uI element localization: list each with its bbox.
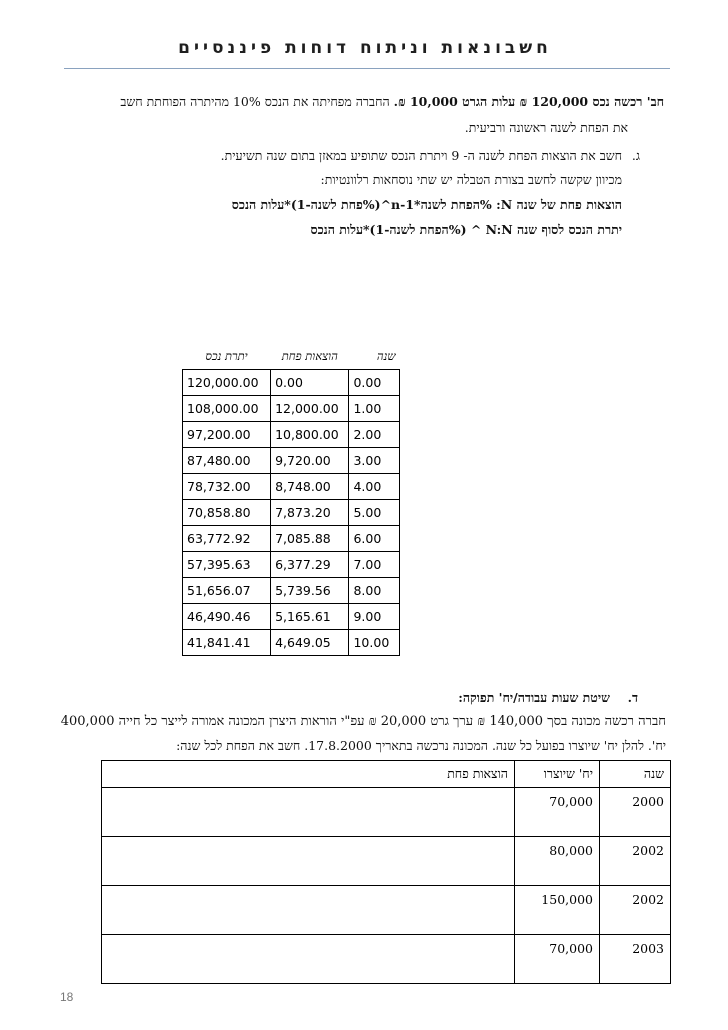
- depreciation-cell-year: 7.00: [349, 552, 400, 578]
- production-row: [102, 788, 671, 837]
- depreciation-row: [183, 630, 400, 656]
- item-g-text: חשב את הוצאות הפחת לשנה ה- 9 ויתרת הנכס שתופיע במאזן בתום שנה תשיעית.: [220, 148, 622, 163]
- production-cell-units: 70,000: [515, 935, 600, 984]
- production-cell-depreciation: [102, 788, 515, 837]
- depreciation-cell-depreciation: 9,720.00: [271, 448, 349, 474]
- section-d-line1: חברה רכשה מכונה בסך 140,000 ₪ ערך גרט 20,000 ₪ עפ"י הוראות היצרן המכונה אמורה לייצר כל חייה 400,000: [60, 714, 666, 729]
- depreciation-cell-year: 0.00: [349, 370, 400, 396]
- production-cell-depreciation: [102, 837, 515, 886]
- exercise-b-given: חב' רכשה נכס 120,000 ₪ עלות הגרט 10,000 ₪.: [393, 94, 664, 109]
- depreciation-cell-depreciation: 10,800.00: [271, 422, 349, 448]
- section-d-line2: יח'. להלן יח' שיוצרו בפועל כל שנה. המכונה נרכשה בתאריך 17.8.2000. חשב את הפחת לכל שנה:: [176, 738, 666, 753]
- production-table: [101, 760, 671, 984]
- depreciation-cell-year: 2.00: [349, 422, 400, 448]
- prod-header-units: יח' שיוצרו: [515, 761, 600, 788]
- depreciation-cell-balance: 51,656.07: [183, 578, 271, 604]
- production-table-header: [102, 761, 671, 788]
- production-cell-year: 2002: [600, 886, 671, 935]
- prod-header-year: שנה: [600, 761, 671, 788]
- depreciation-cell-balance: 108,000.00: [183, 396, 271, 422]
- depreciation-row: [183, 578, 400, 604]
- production-cell-units: 150,000: [515, 886, 600, 935]
- production-row: [102, 935, 671, 984]
- depreciation-cell-year: 3.00: [349, 448, 400, 474]
- depreciation-row: [183, 526, 400, 552]
- depreciation-table-header: [183, 342, 400, 370]
- depreciation-cell-year: 1.00: [349, 396, 400, 422]
- header-balance: יתרת נכס: [183, 342, 271, 370]
- depreciation-cell-year: 4.00: [349, 474, 400, 500]
- depreciation-cell-balance: 70,858.80: [183, 500, 271, 526]
- depreciation-cell-depreciation: 8,748.00: [271, 474, 349, 500]
- depreciation-row: [183, 604, 400, 630]
- depreciation-cell-balance: 120,000.00: [183, 370, 271, 396]
- depreciation-cell-balance: 46,490.46: [183, 604, 271, 630]
- depreciation-row: [183, 396, 400, 422]
- section-d-title: שיטת שעות עבודה/יח' תפוקה:: [458, 690, 610, 705]
- depreciation-cell-year: 5.00: [349, 500, 400, 526]
- formula-depreciation: הוצאות פחת של שנה N: %הפחת לשנה*n-1^(%פחת לשנה-1)*עלות הנכס: [231, 197, 622, 212]
- header-depreciation: הוצאות פחת: [271, 342, 349, 370]
- depreciation-cell-depreciation: 7,085.88: [271, 526, 349, 552]
- depreciation-cell-year: 10.00: [349, 630, 400, 656]
- depreciation-cell-depreciation: 6,377.29: [271, 552, 349, 578]
- production-cell-year: 2000: [600, 788, 671, 837]
- header-year: שנה: [349, 342, 400, 370]
- depreciation-cell-year: 8.00: [349, 578, 400, 604]
- header-divider: [64, 68, 670, 69]
- depreciation-table: [182, 342, 400, 656]
- depreciation-cell-depreciation: 0.00: [271, 370, 349, 396]
- production-cell-depreciation: [102, 886, 515, 935]
- depreciation-cell-balance: 41,841.41: [183, 630, 271, 656]
- page-header-title: חשבונאות וניתוח דוחות פיננסיים: [178, 38, 552, 58]
- depreciation-cell-balance: 97,200.00: [183, 422, 271, 448]
- depreciation-cell-year: 9.00: [349, 604, 400, 630]
- formula-note: מכיוון שקשה לחשב בצורת הטבלה יש שתי נוסחאות רלוונטיות:: [320, 172, 622, 187]
- exercise-b-line2: את הפחת לשנה ראשונה ורביעית.: [464, 120, 628, 135]
- depreciation-cell-depreciation: 4,649.05: [271, 630, 349, 656]
- depreciation-cell-balance: 57,395.63: [183, 552, 271, 578]
- depreciation-row: [183, 552, 400, 578]
- production-cell-depreciation: [102, 935, 515, 984]
- production-cell-year: 2002: [600, 837, 671, 886]
- depreciation-cell-year: 6.00: [349, 526, 400, 552]
- depreciation-cell-balance: 87,480.00: [183, 448, 271, 474]
- production-cell-units: 70,000: [515, 788, 600, 837]
- depreciation-cell-depreciation: 7,873.20: [271, 500, 349, 526]
- section-d-label: ד.: [627, 690, 638, 705]
- depreciation-row: [183, 500, 400, 526]
- depreciation-row: [183, 422, 400, 448]
- depreciation-row: [183, 448, 400, 474]
- production-cell-units: 80,000: [515, 837, 600, 886]
- depreciation-cell-balance: 63,772.92: [183, 526, 271, 552]
- depreciation-cell-depreciation: 12,000.00: [271, 396, 349, 422]
- item-g-label: ג.: [631, 148, 640, 163]
- exercise-b-line1: [120, 94, 664, 110]
- depreciation-row: [183, 474, 400, 500]
- production-row: [102, 886, 671, 935]
- formula-balance: יתרת הנכס לסוף שנה N:N ^ (%הפחת לשנה-1)*עלות הנכס: [310, 222, 622, 237]
- depreciation-row: [183, 370, 400, 396]
- production-cell-year: 2003: [600, 935, 671, 984]
- page-number: 18: [60, 990, 74, 1004]
- prod-header-depreciation: הוצאות פחת: [102, 761, 515, 788]
- exercise-b-instruction: החברה מפחיתה את הנכס 10% מהיתרה הפוחתת חשב: [120, 94, 394, 109]
- depreciation-cell-depreciation: 5,165.61: [271, 604, 349, 630]
- depreciation-cell-depreciation: 5,739.56: [271, 578, 349, 604]
- production-row: [102, 837, 671, 886]
- depreciation-cell-balance: 78,732.00: [183, 474, 271, 500]
